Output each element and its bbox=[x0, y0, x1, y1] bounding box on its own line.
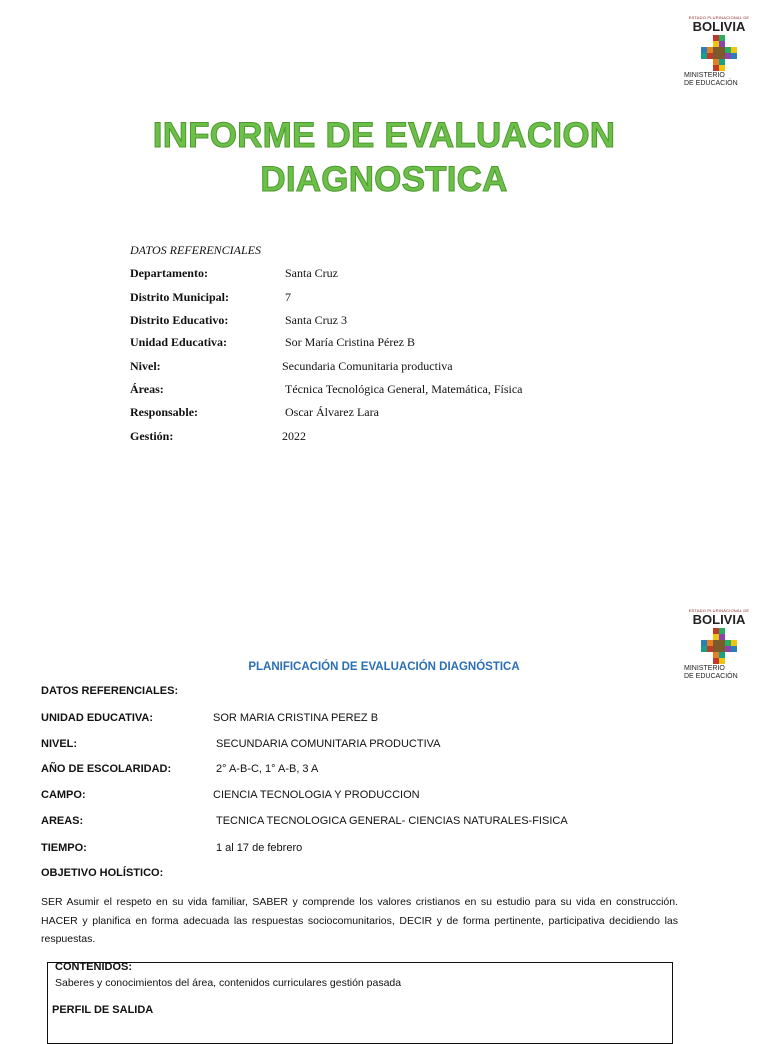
field-label-areas: Áreas: bbox=[130, 382, 164, 396]
logo-ministry-line2-2: DE EDUCACIÓN bbox=[684, 672, 738, 680]
report-title-line1: INFORME DE EVALUACION bbox=[152, 116, 616, 155]
contents-heading: CONTENIDOS: bbox=[55, 961, 132, 973]
plan-label-campo: CAMPO: bbox=[41, 789, 86, 801]
field-value-nivel: Secundaria Comunitaria productiva bbox=[282, 359, 453, 373]
ministry-logo bbox=[678, 15, 760, 87]
field-value-distrito-educativo: Santa Cruz 3 bbox=[285, 313, 347, 327]
objective-text: SER Asumir el respeto en su vida familiar, SABER y comprende los valores cristianos en su estudio para su vida en construcción. HACER y planifica en forma adecuada las respuestas sociocomunitarios, DECIR y de forma pertinente, participativa decidiendo las respuestas. bbox=[41, 896, 678, 945]
field-label-distrito-municipal: Distrito Municipal: bbox=[130, 290, 229, 304]
field-value-departamento: Santa Cruz bbox=[285, 266, 338, 280]
report-title-line2: DIAGNOSTICA bbox=[260, 160, 508, 199]
logo-country: BOLIVIA bbox=[692, 19, 746, 34]
logo-top-text: ESTADO PLURINACIONAL DE bbox=[688, 15, 750, 20]
field-label-nivel: Nivel: bbox=[130, 359, 161, 373]
field-label-responsable: Responsable: bbox=[130, 405, 199, 419]
plan-value-nivel: SECUNDARIA COMUNITARIA PRODUCTIVA bbox=[216, 738, 441, 750]
contents-box bbox=[47, 962, 673, 1044]
objective-heading: OBJETIVO HOLÍSTICO: bbox=[41, 867, 164, 879]
field-label-unidad-educativa: Unidad Educativa: bbox=[130, 335, 228, 349]
field-label-gestion: Gestión: bbox=[130, 429, 174, 443]
contents-text: Saberes y conocimientos del área, contenidos curriculares gestión pasada bbox=[55, 977, 402, 989]
plan-value-areas: TECNICA TECNOLOGICA GENERAL- CIENCIAS NATURALES-FISICA bbox=[216, 815, 568, 827]
plan-section-heading: DATOS REFERENCIALES: bbox=[41, 685, 179, 697]
logo-ministry-line2: DE EDUCACIÓN bbox=[684, 79, 738, 87]
plan-title: PLANIFICACIÓN DE EVALUACIÓN DIAGNÓSTICA bbox=[248, 661, 520, 673]
plan-label-nivel: NIVEL: bbox=[41, 738, 78, 750]
plan-value-ano-escolaridad: 2° A-B-C, 1° A-B, 3 A bbox=[216, 763, 319, 775]
logo-top-text-2: ESTADO PLURINACIONAL DE bbox=[688, 608, 750, 613]
plan-value-campo: CIENCIA TECNOLOGIA Y PRODUCCION bbox=[213, 789, 420, 801]
plan-label-areas: AREAS: bbox=[41, 815, 84, 827]
logo-country-2: BOLIVIA bbox=[692, 612, 746, 627]
logo-ministry-line1: MINISTERIO bbox=[684, 72, 725, 79]
plan-value-tiempo: 1 al 17 de febrero bbox=[216, 842, 303, 854]
field-value-gestion: 2022 bbox=[282, 429, 306, 443]
chakana-emblem-icon bbox=[701, 35, 737, 71]
field-label-departamento: Departamento: bbox=[130, 266, 208, 280]
field-value-areas: Técnica Tecnológica General, Matemática, Física bbox=[285, 382, 523, 396]
field-value-distrito-municipal: 7 bbox=[285, 290, 291, 304]
plan-label-tiempo: TIEMPO: bbox=[41, 842, 87, 854]
logo-ministry-line1-2: MINISTERIO bbox=[684, 665, 725, 672]
field-label-distrito-educativo: Distrito Educativo: bbox=[130, 313, 229, 327]
chakana-emblem-icon bbox=[701, 628, 737, 664]
plan-label-unidad-educativa: UNIDAD EDUCATIVA: bbox=[41, 712, 154, 724]
profile-heading: PERFIL DE SALIDA bbox=[52, 1004, 154, 1016]
plan-value-unidad-educativa: SOR MARIA CRISTINA PEREZ B bbox=[213, 712, 379, 724]
field-value-unidad-educativa: Sor María Cristina Pérez B bbox=[285, 335, 415, 349]
report-section-heading: DATOS REFERENCIALES bbox=[130, 243, 261, 257]
field-value-responsable: Oscar Álvarez Lara bbox=[285, 405, 379, 419]
plan-label-ano-escolaridad: AÑO DE ESCOLARIDAD: bbox=[41, 763, 172, 775]
